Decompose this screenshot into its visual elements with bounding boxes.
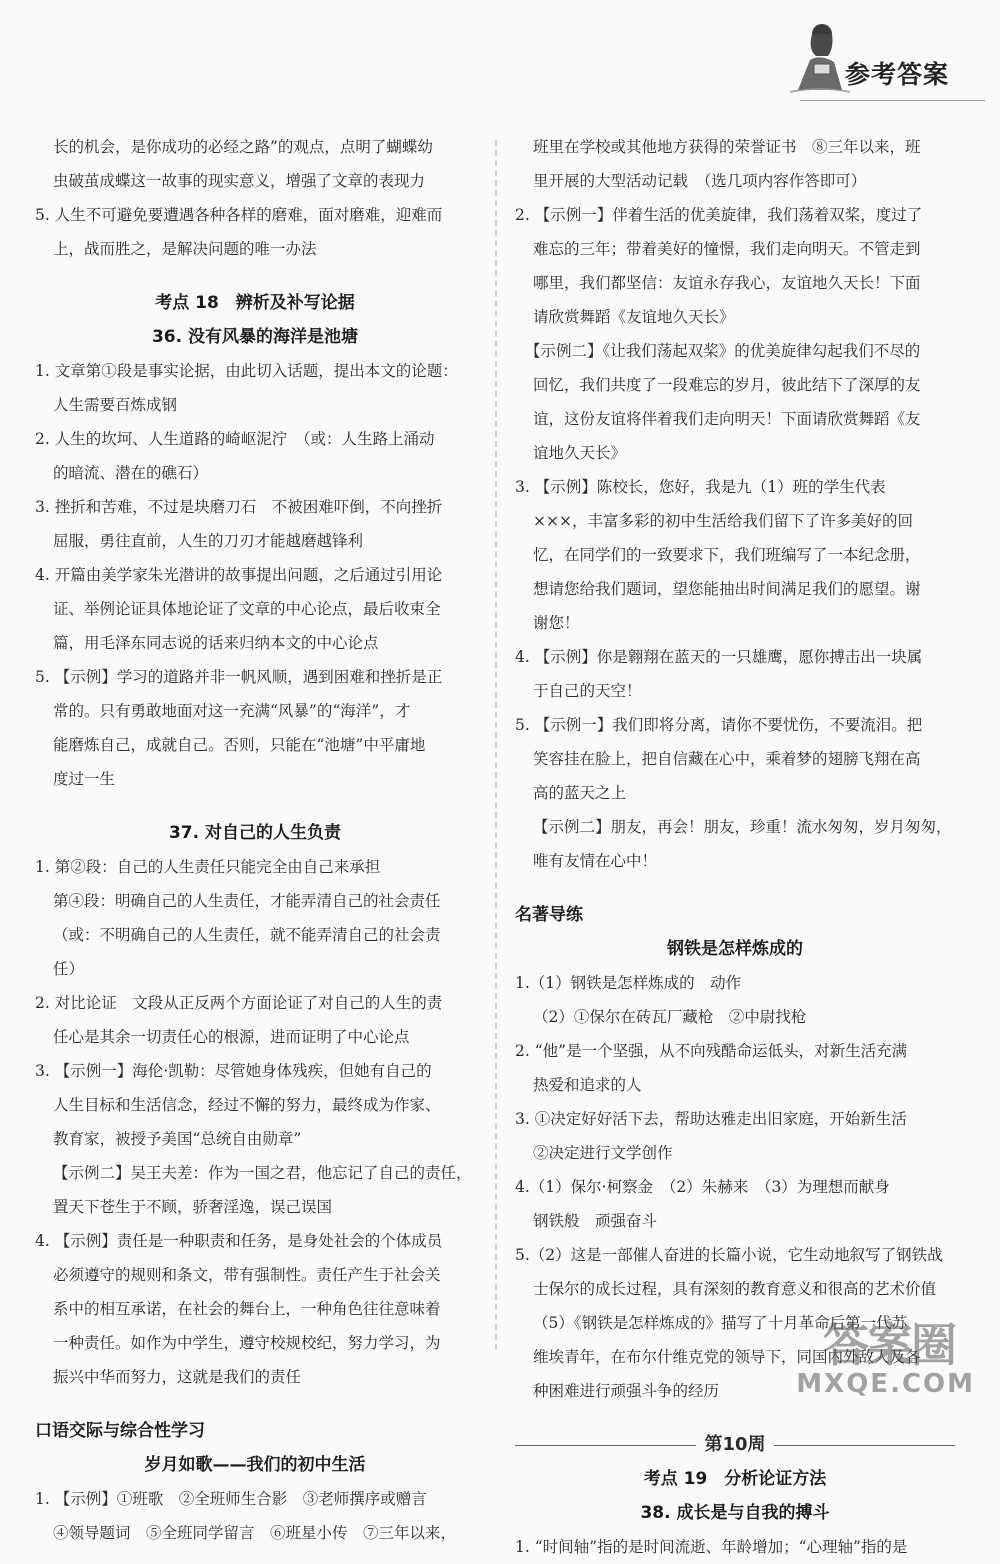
watermark-url: MXQE.COM: [796, 1369, 975, 1399]
answer-line: （2）①保尔在砖瓦厂藏枪 ②中尉找枪: [533, 1008, 807, 1026]
answer-line: 教育家，被授予美国“总统自由勋章”: [53, 1130, 302, 1148]
spacer: [515, 878, 955, 898]
answer-line: 4.（1）保尔·柯察金 （2）朱赫来 （3）为理想而献身: [515, 1178, 890, 1196]
answer-line: 笑容挂在脸上，把自信藏在心中，乘着梦的翅膀飞翔在高: [533, 750, 921, 768]
week-rule-right: [774, 1445, 955, 1446]
answer-line: 2. 对比论证 文段从正反两个方面论证了对自己的人生的责: [35, 994, 443, 1012]
answer-line: 上，战而胜之，是解决问题的唯一办法: [53, 240, 317, 258]
answer-line: 的暗流、潜在的礁石）: [53, 464, 209, 482]
spacer: [35, 796, 475, 816]
answer-line: 谊地久天长》: [533, 444, 627, 462]
answer-line: 唯有友情在心中！: [533, 852, 658, 870]
reading-girl-icon: [790, 20, 850, 95]
answer-line: 高的蓝天之上: [533, 784, 627, 802]
answer-line: 人生目标和生活信念，经过不懈的努力，最终成为作家、: [53, 1096, 441, 1114]
week-banner: [515, 1428, 955, 1462]
section-heading: 名著导练: [515, 905, 583, 925]
answer-line: 置天下苍生于不顾，骄奢淫逸，误己误国: [53, 1198, 333, 1216]
answer-line: 谢您！: [533, 614, 580, 632]
section-heading: 36. 没有风暴的海洋是池塘: [151, 327, 359, 347]
answer-line: 于自己的天空！: [533, 682, 642, 700]
answer-line: 里开展的大型活动记载 （选几项内容作答即可）: [533, 172, 867, 190]
section-heading: 考点 18 辨析及补写论据: [155, 293, 355, 313]
answer-line: 忆，在同学们的一致要求下，我们班编写了一本纪念册，: [533, 546, 921, 564]
watermark-logo: [775, 1309, 975, 1399]
answer-line: 度过一生: [53, 770, 116, 788]
spacer: [35, 1394, 475, 1414]
answer-line: 系中的相互承诺，在社会的舞台上，一种角色往往意味着: [53, 1300, 441, 1318]
section-heading: 口语交际与综合性学习: [35, 1421, 205, 1441]
answer-line: 3. 挫折和苦难，不过是块磨刀石 不被困难吓倒，不向挫折: [35, 498, 443, 516]
answer-line: 4. 【示例】你是翱翔在蓝天的一只雄鹰，愿你搏击出一块属: [515, 648, 923, 666]
page-header: [0, 0, 1000, 110]
answer-line: 难忘的三年；带着美好的憧憬，我们走向明天。不管走到: [533, 240, 921, 258]
page-title: 参考答案: [845, 60, 950, 89]
answer-line: 证、举例论证具体地论证了文章的中心论点，最后收束全: [53, 600, 441, 618]
answer-line: 谊，这份友谊将伴着我们走向明天！下面请欣赏舞蹈《友: [533, 410, 921, 428]
answer-line: 【示例二】吴王夫差：作为一国之君，他忘记了自己的责任，: [53, 1164, 472, 1182]
answer-line: 5. 【示例一】我们即将分离，请你不要忧伤，不要流泪。把: [515, 716, 923, 734]
answer-line: 3. ①决定好好活下去，帮助达雅走出旧家庭，开始新生活: [515, 1110, 907, 1128]
answer-line: 想请您给我们题词，望您能抽出时间满足我们的愿望。谢: [533, 580, 921, 598]
answer-line: ④领导题词 ⑤全班同学留言 ⑥班星小传 ⑦三年以来，: [53, 1524, 457, 1542]
answer-line: 【示例二】《让我们荡起双桨》的优美旋律勾起我们不尽的: [525, 342, 921, 360]
answer-line: 回忆，我们共度了一段难忘的岁月，彼此结下了深厚的友: [533, 376, 921, 394]
section-heading: 37. 对自己的人生负责: [168, 823, 342, 843]
answer-line: 必须遵守的规则和条文，带有强制性。责任产生于社会关: [53, 1266, 441, 1284]
section-heading: 岁月如歌——我们的初中生活: [144, 1455, 366, 1475]
answer-line: 1. 文章第①段是事实论据，由此切入话题，提出本文的论题：: [35, 362, 458, 380]
answer-line: 2. “他”是一个坚强，从不向残酷命运低头，对新生活充满: [515, 1042, 908, 1060]
answer-line: 请欣赏舞蹈《友谊地久天长》: [533, 308, 735, 326]
answer-line: 【示例二】朋友，再会！朋友，珍重！流水匆匆，岁月匆匆，: [533, 818, 952, 836]
answer-line: 2. 【示例一】伴着生活的优美旋律，我们荡着双桨，度过了: [515, 206, 923, 224]
section-heading: 38. 成长是与自我的搏斗: [640, 1503, 830, 1523]
answer-line: 2. 人生的坎坷、人生道路的崎岖泥泞 （或：人生路上涌动: [35, 430, 435, 448]
answer-line: 1. 第②段：自己的人生责任只能完全由自己来承担: [35, 858, 381, 876]
answer-line: 篇，用毛泽东同志说的话来归纳本文的中心论点: [53, 634, 379, 652]
answer-line: ×××，丰富多彩的初中生活给我们留下了许多美好的回: [533, 512, 913, 530]
answer-line: 任）: [53, 960, 85, 978]
answer-line: 长的机会，是你成功的必经之路”的观点，点明了蝴蝶幼: [53, 138, 433, 156]
answer-line: 4. 开篇由美学家朱光潜讲的故事提出问题，之后通过引用论: [35, 566, 443, 584]
answer-line: 1.（1）钢铁是怎样炼成的 动作: [515, 974, 742, 992]
answer-line: 人生需要百炼成钢: [53, 396, 178, 414]
answer-line: 3. 【示例】陈校长，您好，我是九（1）班的学生代表: [515, 478, 886, 496]
week-label: 第10周: [704, 1434, 766, 1455]
column-divider: [495, 140, 497, 1350]
answer-line: 3. 【示例一】海伦·凯勒：尽管她身体残疾，但她有自己的: [35, 1062, 432, 1080]
answer-line: 任心是其余一切责任心的根源，进而证明了中心论点: [53, 1028, 410, 1046]
answer-line: 1. 【示例】①班歌 ②全班师生合影 ③老师撰序或赠言: [35, 1490, 427, 1508]
section-heading: 考点 19 分析论证方法: [643, 1469, 827, 1489]
section-heading: 钢铁是怎样炼成的: [667, 939, 803, 959]
answer-line: 钢铁般 顽强奋斗: [533, 1212, 658, 1230]
header-rule: [800, 100, 985, 101]
answer-line: 5. 【示例】学习的道路并非一帆风顺，遇到困难和挫折是正: [35, 668, 443, 686]
answer-line: 屈服，勇往直前，人生的刀刃才能越磨越锋利: [53, 532, 364, 550]
answer-line: 热爱和追求的人: [533, 1076, 642, 1094]
answer-line: （或：不明确自己的人生责任，就不能弄清自己的社会责: [53, 926, 441, 944]
answer-line: 4. 【示例】责任是一种职责和任务，是身处社会的个体成员: [35, 1232, 443, 1250]
spacer: [515, 1408, 955, 1428]
answer-line: 1. “时间轴”指的是时间流逝、年龄增加；“心理轴”指的是: [515, 1538, 908, 1556]
answer-line: 一种责任。如作为中学生，遵守校规校纪，努力学习，为: [53, 1334, 441, 1352]
watermark-text: 答案圈: [823, 1318, 955, 1372]
answer-line: （5）《钢铁是怎样炼成的》描写了十月革命后第一代苏: [533, 1314, 908, 1332]
left-column: [35, 130, 475, 1550]
answer-line: 振兴中华而努力，这就是我们的责任: [53, 1368, 302, 1386]
answer-line: 虫破茧成蝶这一故事的现实意义，增强了文章的表现力: [53, 172, 426, 190]
week-rule-left: [515, 1445, 696, 1446]
answer-line: 5. 人生不可避免要遭遇各种各样的磨难，面对磨难，迎难而: [35, 206, 443, 224]
answer-line: 能磨炼自己，成就自己。否则，只能在“池塘”中平庸地: [53, 736, 426, 754]
answer-line: 常的。只有勇敢地面对这一充满“风暴”的“海洋”，才: [53, 702, 411, 720]
spacer: [35, 266, 475, 286]
answer-line: 第④段：明确自己的人生责任，才能弄清自己的社会责任: [53, 892, 441, 910]
answer-line: 维埃青年，在布尔什维克党的领导下，同国内外敌人及各: [533, 1348, 921, 1366]
answer-line: 士保尔的成长过程，具有深刻的教育意义和很高的艺术价值: [533, 1280, 937, 1298]
answer-line: 班里在学校或其他地方获得的荣誉证书 ⑧三年以来，班: [533, 138, 921, 156]
answer-line: 5.（2）这是一部催人奋进的长篇小说，它生动地叙写了钢铁战: [515, 1246, 943, 1264]
answer-line: 种困难进行顽强斗争的经历: [533, 1382, 720, 1400]
answer-line: 哪里，我们都坚信：友谊永存我心，友谊地久天长！下面: [533, 274, 921, 292]
answer-line: ②决定进行文学创作: [533, 1144, 673, 1162]
